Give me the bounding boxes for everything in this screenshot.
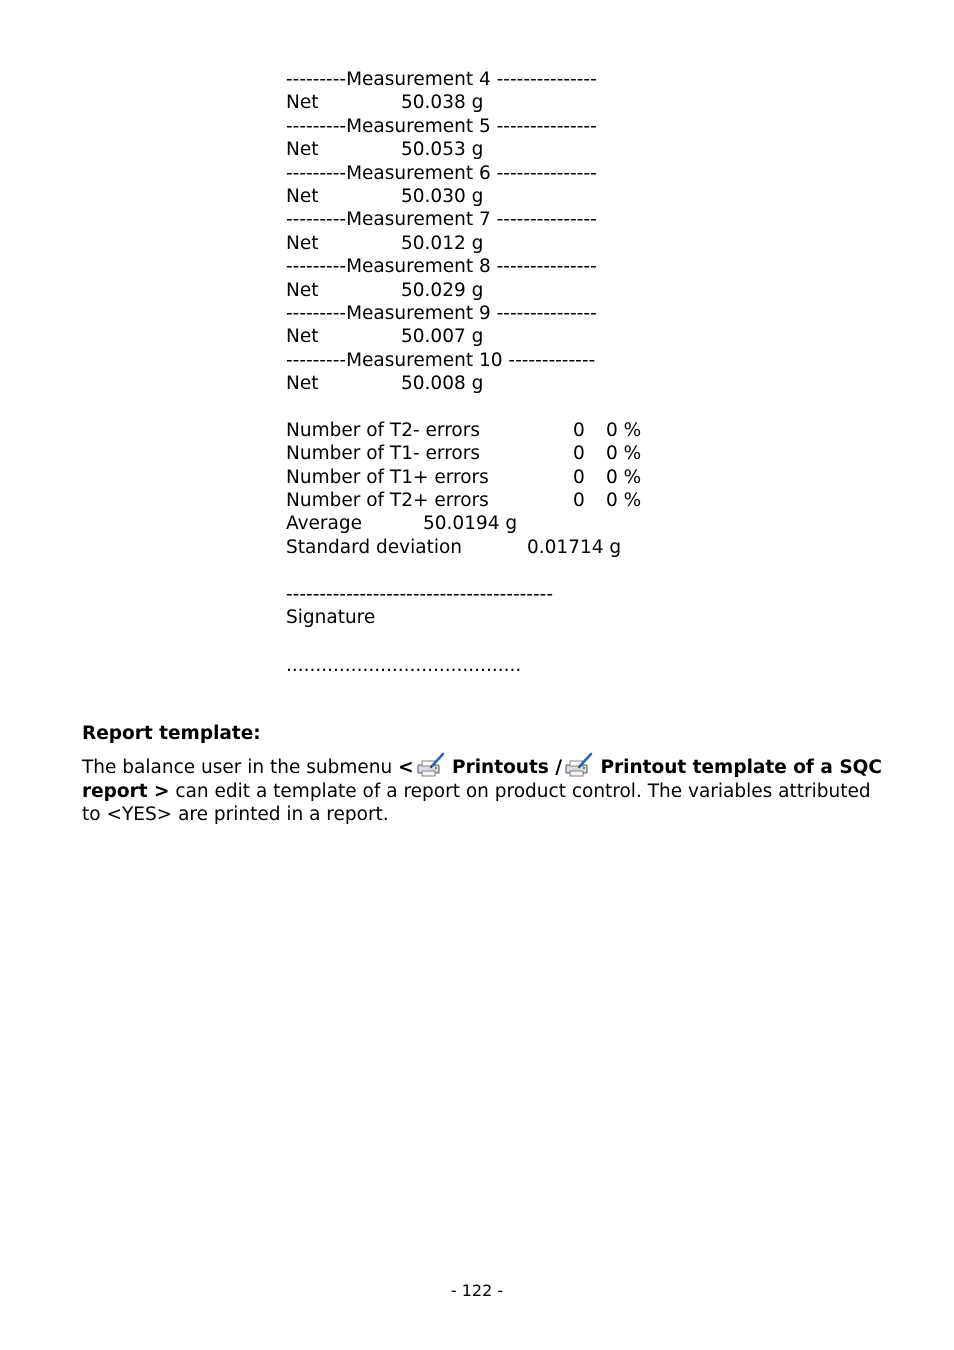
error-label: Number of T1+ errors: [286, 466, 489, 488]
measurement-4-header: ---------Measurement 4 ---------------: [286, 69, 597, 90]
net-value: 50.053 g: [401, 139, 484, 161]
net-value: 50.029 g: [401, 279, 484, 301]
net-label: Net: [286, 185, 319, 207]
signature-dots: ........................................: [286, 655, 522, 677]
net-value: 50.030 g: [401, 185, 484, 207]
error-count: 0: [573, 443, 585, 465]
error-count: 0: [573, 419, 585, 441]
error-row-t2-plus: [286, 489, 726, 512]
measurement-9-net: [286, 325, 726, 348]
printout-sample: [286, 68, 726, 678]
signature-line: ----------------------------------------: [286, 583, 554, 605]
page-number: - 122 -: [450, 1281, 504, 1300]
measurement-7-net: [286, 232, 726, 255]
menu-open-bracket: <: [398, 757, 414, 778]
measurement-8-header: ---------Measurement 8 ---------------: [286, 256, 597, 278]
error-row-t1-plus: [286, 466, 726, 489]
net-label: Net: [286, 139, 319, 161]
net-value: 50.008 g: [401, 373, 484, 395]
net-value: 50.038 g: [401, 92, 484, 114]
error-percent: 0 %: [606, 490, 642, 512]
std-dev-row: [286, 536, 726, 559]
printer-edit-icon: [416, 752, 446, 778]
measurement-7-header: ---------Measurement 7 ---------------: [286, 209, 597, 231]
measurement-5-net: [286, 138, 726, 161]
error-percent: 0 %: [606, 466, 642, 488]
average-label: Average: [286, 513, 362, 535]
net-label: Net: [286, 373, 319, 395]
net-label: Net: [286, 92, 319, 114]
menu-printouts: Printouts /: [445, 757, 563, 778]
text-before: The balance user in the submenu: [82, 757, 399, 778]
signature-label: Signature: [286, 606, 376, 628]
std-dev-value: 0.01714 g: [527, 536, 622, 558]
average-row: [286, 512, 726, 535]
net-value: 50.007 g: [401, 326, 484, 348]
error-percent: 0 %: [606, 443, 642, 465]
measurement-6-net: [286, 185, 726, 208]
measurement-8-net: [286, 279, 726, 302]
measurement-6-header: ---------Measurement 6 ---------------: [286, 162, 597, 184]
error-percent: 0 %: [606, 419, 642, 441]
average-value: 50.0194 g: [423, 513, 518, 535]
error-count: 0: [573, 466, 585, 488]
report-template-heading: Report template:: [82, 723, 261, 744]
printer-edit-icon: [564, 752, 594, 778]
measurement-4-net: [286, 91, 726, 114]
measurement-5-header: ---------Measurement 5 ---------------: [286, 115, 597, 137]
net-label: Net: [286, 279, 319, 301]
text-after: can edit a template of a report on product control. The variables attributed to <YES> are printed in a report.: [82, 780, 871, 825]
error-row-t2-minus: [286, 419, 726, 442]
report-template-paragraph: [82, 752, 882, 827]
net-value: 50.012 g: [401, 232, 484, 254]
error-label: Number of T1- errors: [286, 443, 480, 465]
error-label: Number of T2- errors: [286, 419, 480, 441]
menu-printout-template: Printout template of a SQC report >: [82, 757, 882, 802]
measurement-10-header: ---------Measurement 10 -------------: [286, 349, 596, 371]
std-dev-label: Standard deviation: [286, 536, 463, 558]
error-label: Number of T2+ errors: [286, 490, 489, 512]
measurement-10-net: [286, 372, 726, 395]
error-count: 0: [573, 490, 585, 512]
net-label: Net: [286, 326, 319, 348]
report-template-section: [82, 722, 882, 827]
measurement-9-header: ---------Measurement 9 ---------------: [286, 302, 597, 324]
net-label: Net: [286, 232, 319, 254]
error-row-t1-minus: [286, 442, 726, 465]
